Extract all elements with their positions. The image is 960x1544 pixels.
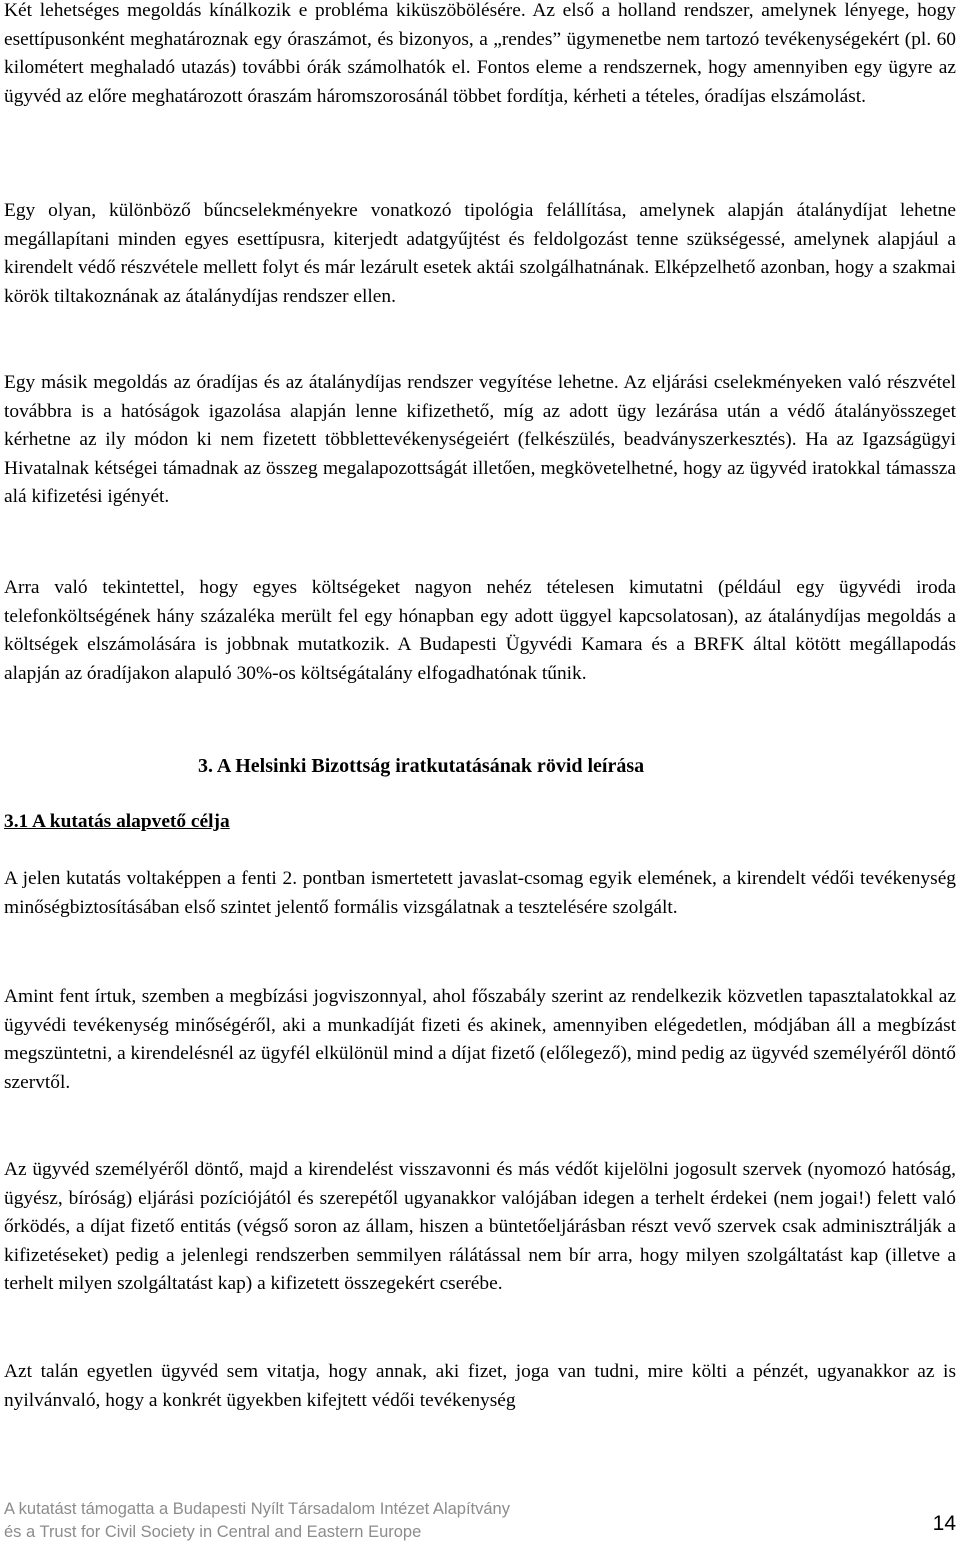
footer-sponsor-line-2: és a Trust for Civil Society in Central and Eastern Europe bbox=[4, 1523, 422, 1541]
footer-sponsor-line-1: A kutatást támogatta a Budapesti Nyílt Társadalom Intézet Alapítvány bbox=[4, 1500, 510, 1518]
page-footer bbox=[4, 1498, 956, 1541]
paragraph: Arra való tekintettel, hogy egyes költségeket nagyon nehéz tételesen kimutatni (például egy ügyvédi iroda telefonköltségének hány százaléka merült fel egy hónapban egy adott üggyel kapcsolatosan), az átalánydíjas megoldás a költségek elszámolására is jobbnak mutatkozik. A Budapesti Ügyvédi Kamara és a BRFK által kötött megállapodás alapján az óradíjakon alapuló 30%-os költségátalány elfogadhatónak tűnik. bbox=[4, 577, 956, 684]
paragraph: Amint fent írtuk, szemben a megbízási jogviszonnyal, ahol főszabály szerint az rendelkezik közvetlen tapasztalatokkal az ügyvédi tevékenység minőségéről, aki a munkadíját fizeti és akinek, amennyiben elégedetlen, módjában áll a megbízást megszüntetni, a kirendelésnél az ügyfél elkülönül mind a díjat fizető (előlegező), mind pedig az ügyvéd személyéről döntő szervtől. bbox=[4, 986, 956, 1093]
page-number: 14 bbox=[932, 1512, 956, 1535]
paragraph: Egy olyan, különböző bűncselekményekre vonatkozó tipológia felállítása, amelynek alapján átalánydíjat lehetne megállapítani minden egyes esettípusra, kiterjedt adatgyűjtést és feldolgozást tenne szükségessé, amelynek alapjául a kirendelt védő részvétele mellett folyt és már lezárult esetek aktái szolgálhatnának. Elképzelhető azonban, hogy a szakmai körök tiltakoznának az átalánydíjas rendszer ellen. bbox=[4, 200, 956, 307]
paragraph: Az ügyvéd személyéről döntő, majd a kirendelést visszavonni és más védőt kijelölni jogosult szervek (nyomozó hatóság, ügyész, bíróság) eljárási pozíciójától és szerepétől ugyanakkor valójában idegen a terhelt érdekei (nem jogai!) felett való őrködés, a díjat fizető entitás (végső soron az állam, hiszen a büntetőeljárásban részt vevő szervek csak adminisztrálják a kifizetéseket) pedig a jelenlegi rendszerben semmilyen rálátással nem bír arra, hogy milyen szolgáltatást kap (illetve a terhelt milyen szolgáltatást kap) a kifizetett összegekért cserébe. bbox=[4, 1159, 956, 1294]
paragraph: Egy másik megoldás az óradíjas és az átalánydíjas rendszer vegyítése lehetne. Az eljárási cselekményeken való részvétel továbbra is a hatóságok igazolása alapján lenne kifizethető, míg az adott ügy lezárása után a védő átalányösszeget kérhetne az ily módon ki nem fizetett többlettevékenységeiért (felkészülés, beadványszerkesztés). Ha az Igazságügyi Hivatalnak kétségei támadnak az összeg megalapozottságát illetően, megkövetelhetné, hogy az ügyvéd iratokkal támassza alá kifizetési igényét. bbox=[4, 372, 956, 507]
paragraph: A jelen kutatás voltaképpen a fenti 2. pontban ismertetett javaslat-csomag egyik elemének, a kirendelt védői tevékenység minőségbiztosításában első szintet jelentő formális vizsgálatnak a tesztelésére szolgált. bbox=[4, 868, 956, 918]
paragraph: Azt talán egyetlen ügyvéd sem vitatja, hogy annak, aki fizet, joga van tudni, mire költi a pénzét, ugyanakkor az is nyilvánvaló, hogy a konkrét ügyekben kifejtett védői tevékenység bbox=[4, 1361, 956, 1411]
subsection-heading: 3.1 A kutatás alapvető célja bbox=[4, 811, 230, 832]
paragraph: Két lehetséges megoldás kínálkozik e probléma kiküszöbölésére. Az első a holland rendszer, amelynek lényege, hogy esettípusonként meghatároznak egy óraszámot, és bizonyos, a „rendes” ügymenetbe nem tartozó tevékenységekért (pl. 60 kilométert meghaladó utazás) további órák számolhatók el. Fontos eleme a rendszernek, hogy amennyiben egy ügyre az ügyvéd az előre meghatározott óraszám háromszorosánál többet fordítja, kérheti a tételes, óradíjas elszámolást. bbox=[4, 0, 956, 107]
section-heading: 3. A Helsinki Bizottság iratkutatásának rövid leírása bbox=[198, 755, 645, 777]
